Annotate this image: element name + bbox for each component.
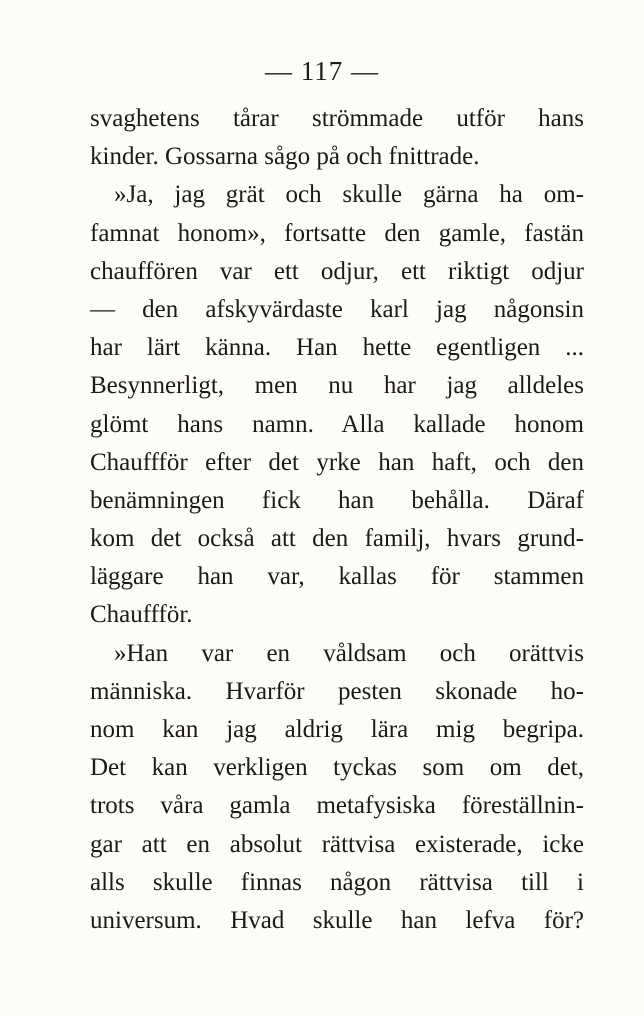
body-text (90, 100, 584, 940)
text-line: läggare han var, kallas för stammen (90, 563, 584, 591)
text-line: famnat honom», fortsatte den gamle, fastän (90, 219, 584, 247)
text-line: gar att en absolut rättvisa existerade, icke (90, 830, 584, 858)
text-line: kinder. Gossarna sågo på och fnittrade. (90, 143, 480, 171)
text-line: nom kan jag aldrig lära mig begripa. (90, 716, 584, 743)
text-line: — den afskyvärdaste karl jag någonsin (90, 295, 584, 323)
text-line: Det kan verkligen tyckas som om det, (90, 754, 584, 782)
text-line: »Han var en våldsam och orättvis (114, 639, 584, 667)
text-line: trots våra gamla metafysiska föreställnin- (90, 792, 584, 820)
text-line: Chauffför efter det yrke han haft, och den (90, 448, 584, 476)
text-line: Chauffför. (90, 601, 193, 629)
text-line: Besynnerligt, men nu har jag alldeles (90, 372, 584, 400)
text-line: kom det också att den familj, hvars grund- (90, 525, 584, 553)
text-line: universum. Hvad skulle han lefva för? (90, 906, 584, 934)
text-line: chauffören var ett odjur, ett riktigt odjur (90, 257, 584, 285)
text-line: »Ja, jag grät och skulle gärna ha om- (114, 181, 584, 209)
text-line: människa. Hvarför pesten skonade ho- (90, 677, 584, 705)
page-number: — 117 — (265, 56, 379, 86)
text-line: glömt hans namn. Alla kallade honom (90, 410, 584, 438)
text-line: alls skulle finnas någon rättvisa till i (90, 868, 584, 896)
text-line: har lärt känna. Han hette egentligen ... (90, 334, 584, 362)
text-line: benämningen fick han behålla. Däraf (90, 486, 584, 514)
text-line: svaghetens tårar strömmade utför hans (90, 105, 584, 132)
